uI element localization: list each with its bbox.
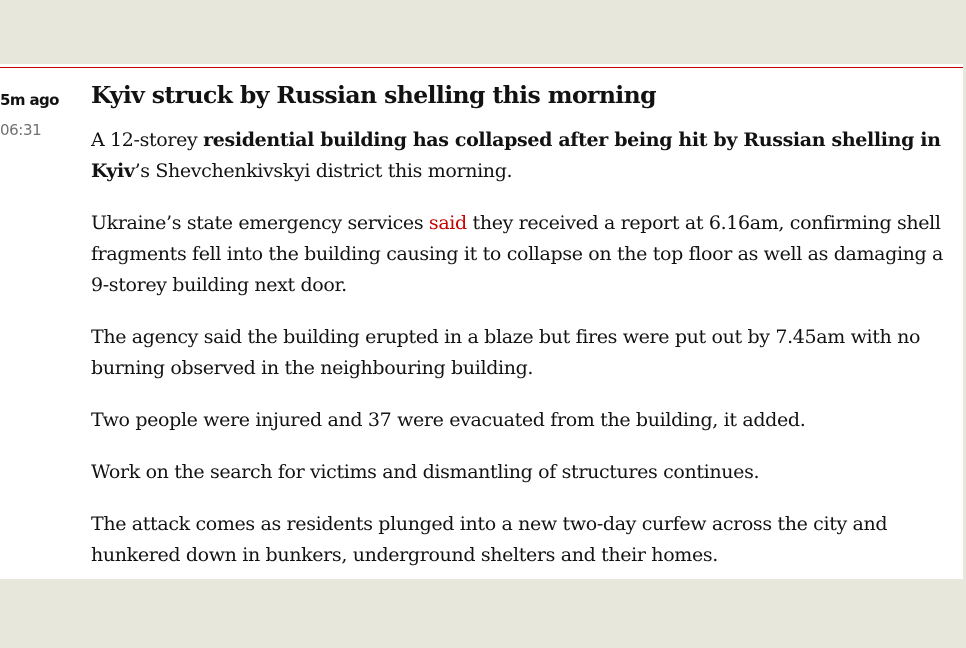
paragraph-4: Two people were injured and 37 were evacuated from the building, it added. bbox=[91, 409, 806, 431]
entry-headline: Kyiv struck by Russian shelling this morning bbox=[91, 81, 656, 109]
entry-time: 06:31 bbox=[0, 121, 42, 139]
liveblog-entry bbox=[0, 67, 963, 579]
p1-bold-text: residential building has collapsed after being hit by Russian shelling in Kyiv bbox=[91, 129, 941, 182]
p2-text: Ukraine’s state emergency services bbox=[91, 212, 429, 234]
p1-text: A 12-storey bbox=[91, 129, 204, 151]
paragraph-2 bbox=[91, 208, 961, 301]
p2-text-end: they received a report at 6.16am, confirming shell fragments fell into the building causing it to collapse on the top floor as well as damaging a 9-storey building next door. bbox=[91, 212, 944, 296]
paragraph-5: Work on the search for victims and dismantling of structures continues. bbox=[91, 461, 760, 483]
paragraph-1 bbox=[91, 125, 961, 187]
p1-text-end: ’s Shevchenkivskyi district this morning. bbox=[134, 160, 513, 182]
entry-body bbox=[91, 79, 961, 571]
relative-timestamp[interactable]: 5m ago bbox=[0, 91, 59, 109]
said-link[interactable]: said bbox=[428, 212, 467, 234]
entry-meta bbox=[0, 90, 80, 140]
paragraph-6: The attack comes as residents plunged into a new two-day curfew across the city and hunkered down in bunkers, underground shelters and their homes. bbox=[91, 513, 888, 566]
paragraph-3: The agency said the building erupted in a blaze but fires were put out by 7.45am with no burning observed in the neighbouring building. bbox=[91, 326, 921, 379]
